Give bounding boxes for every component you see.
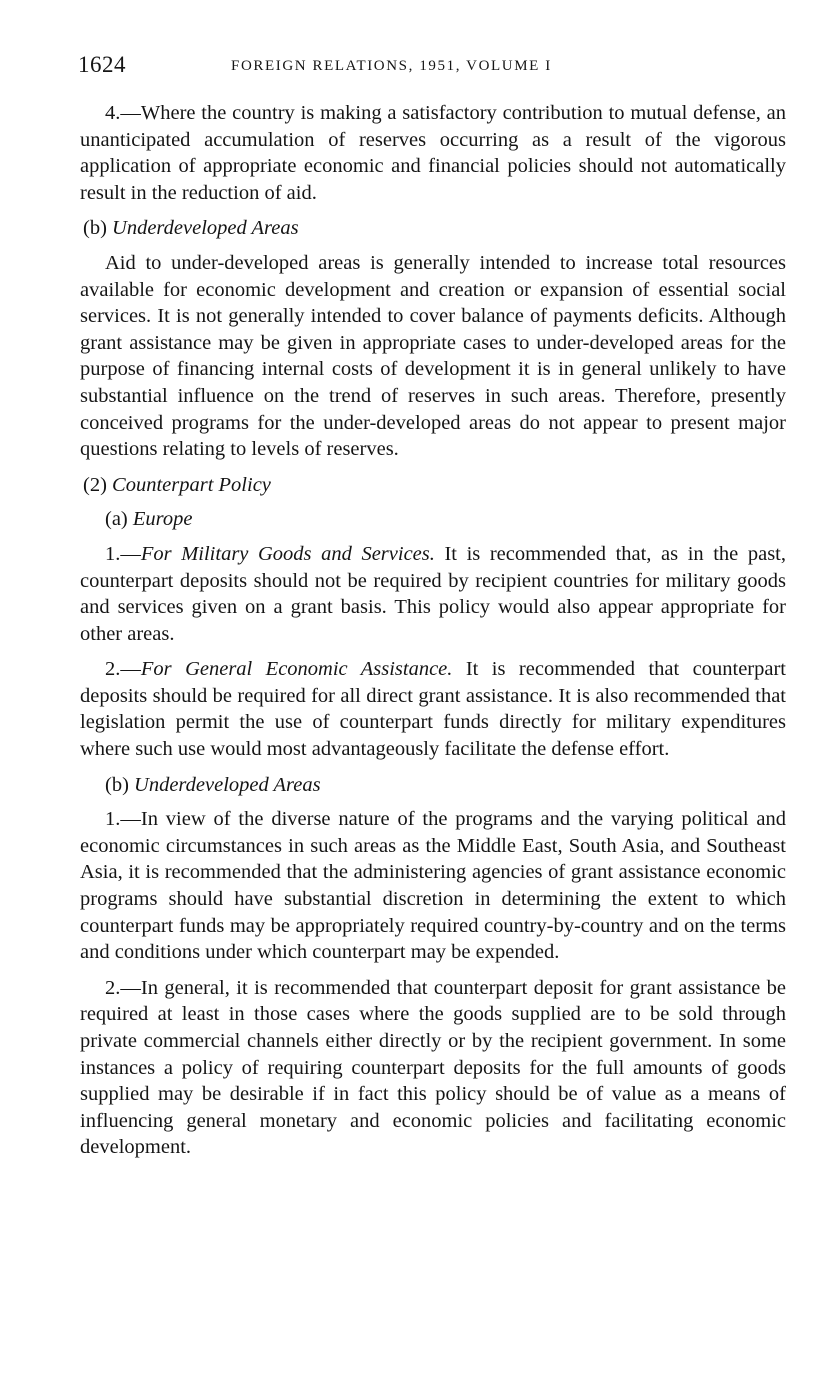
subsection-label: (a) [105, 508, 128, 531]
item-title: For General Economic Assistance. [140, 658, 453, 681]
subsection-heading-europe [105, 506, 786, 533]
item-title: For Military Goods and Services. [140, 542, 435, 565]
paragraph-underdeveloped-2: 2.—In general, it is recommended that counterpart deposit for grant assistance be required at least in those cases where the goods supplied are to be sold through private commercial channels either directly or by the recipient government. In some instances a policy of requiring counterpart deposits for the full amounts of goods supplied may be desirable if in fact this policy should be of value as a means of influencing general monetary and economic policies and facilitating economic development. [80, 976, 786, 1159]
item-number: 1.— [105, 542, 141, 565]
page-number: 1624 [78, 52, 126, 77]
section-title: Underdeveloped Areas [112, 217, 299, 240]
paragraph-underdeveloped-1: 1.—In view of the diverse nature of the programs and the varying political and economic circumstances in such areas as the Middle East, South Asia, and Southeast Asia, it is recommended that the administering agencies of grant assistance economic programs should have substantial discretion in determining the extent to which counterpart funds may be appropriately required country-by-country and on the terms and conditions under which counterpart may be expended. [80, 808, 786, 964]
paragraph-europe-1 [80, 541, 786, 647]
document-body [80, 100, 786, 1170]
section-title: Counterpart Policy [112, 473, 271, 496]
subsection-label: (b) [105, 773, 129, 796]
paragraph-europe-2 [80, 656, 786, 762]
paragraph-4: 4.—Where the country is making a satisfactory contribution to mutual defense, an unanticipated accumulation of reserves occurring as a result of the vigorous application of appropriate economic and financial policies should not automatically result in the reduction of aid. [80, 102, 786, 204]
subsection-title: Europe [132, 508, 193, 531]
item-text: It is recommended that counterpart deposits should be required for all direct grant assistance. It is also recommended that legislation permit the use of counterpart funds directly for military expenditures where such use would most advantageously facilitate the defense effort. [80, 658, 787, 761]
item-number: 2.— [105, 658, 141, 681]
subsection-title: Underdeveloped Areas [134, 773, 321, 796]
section-label: (b) [83, 217, 107, 240]
running-head: FOREIGN RELATIONS, 1951, VOLUME I [231, 58, 552, 74]
section-heading-counterpart-policy [83, 472, 786, 499]
section-label: (2) [83, 473, 107, 496]
page-header [78, 52, 778, 84]
subsection-heading-underdeveloped-areas [105, 772, 786, 799]
paragraph-underdeveloped-aid: Aid to under-developed areas is generally intended to increase total resources available for economic development and creation or expansion of essential social services. It is not generally intended to cover balance of payments deficits. Although grant assistance may be given in appropriate cases to under-developed areas for the purpose of financing internal costs of development it is in general unlikely to have substantial influence on the trend of reserves in such areas. Therefore, presently conceived programs for the under-developed areas do not appear to present major questions relating to levels of reserves. [80, 251, 786, 461]
section-heading-underdeveloped-areas [83, 215, 786, 242]
item-text: It is recommended that, as in the past, counterpart deposits should not be required by recipient countries for military goods and services given on a grant basis. This policy would also appear appropriate for other areas. [80, 542, 787, 645]
